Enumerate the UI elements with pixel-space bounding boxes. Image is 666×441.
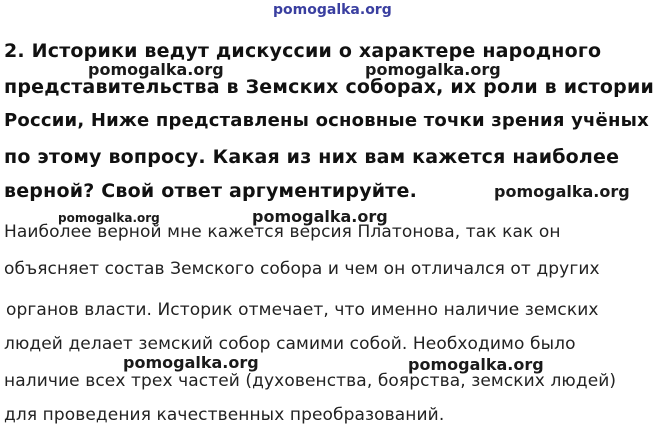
watermark-overlay-5: pomogalka.org [252,207,388,226]
question-line-4: по этому вопросу. Какая из них вам кажется наиболее [4,146,620,168]
answer-line-5: наличие всех трех частей (духовенства, боярства, земских людей) [4,371,617,391]
watermark-top: pomogalka.org [273,2,392,18]
watermark-overlay-1: pomogalka.org [88,60,224,79]
watermark-overlay-2: pomogalka.org [365,60,501,79]
answer-line-2: объясняет состав Земского собора и чем он отличался от других [4,259,600,279]
answer-line-3: органов власти. Историк отмечает, что именно наличие земских [6,300,599,320]
watermark-overlay-4: pomogalka.org [58,211,160,225]
question-line-2: представительства в Земских соборах, их роли в истории [4,76,654,98]
question-line-3: России, Ниже представлены основные точки зрения учёных [4,110,649,131]
watermark-overlay-7: pomogalka.org [408,355,544,374]
answer-line-4: людей делает земский собор самими собой. Необходимо было [4,334,576,354]
watermark-overlay-3: pomogalka.org [494,182,630,201]
question-line-1: 2. Историки ведут дискуссии о характере народного [4,40,602,62]
answer-line-6: для проведения качественных преобразований. [4,405,445,425]
answer-line-1: Наиболее верной мне кажется версия Платонова, так как он [4,222,561,242]
question-line-5: верной? Свой ответ аргументируйте. [4,180,418,202]
watermark-overlay-6: pomogalka.org [123,353,259,372]
